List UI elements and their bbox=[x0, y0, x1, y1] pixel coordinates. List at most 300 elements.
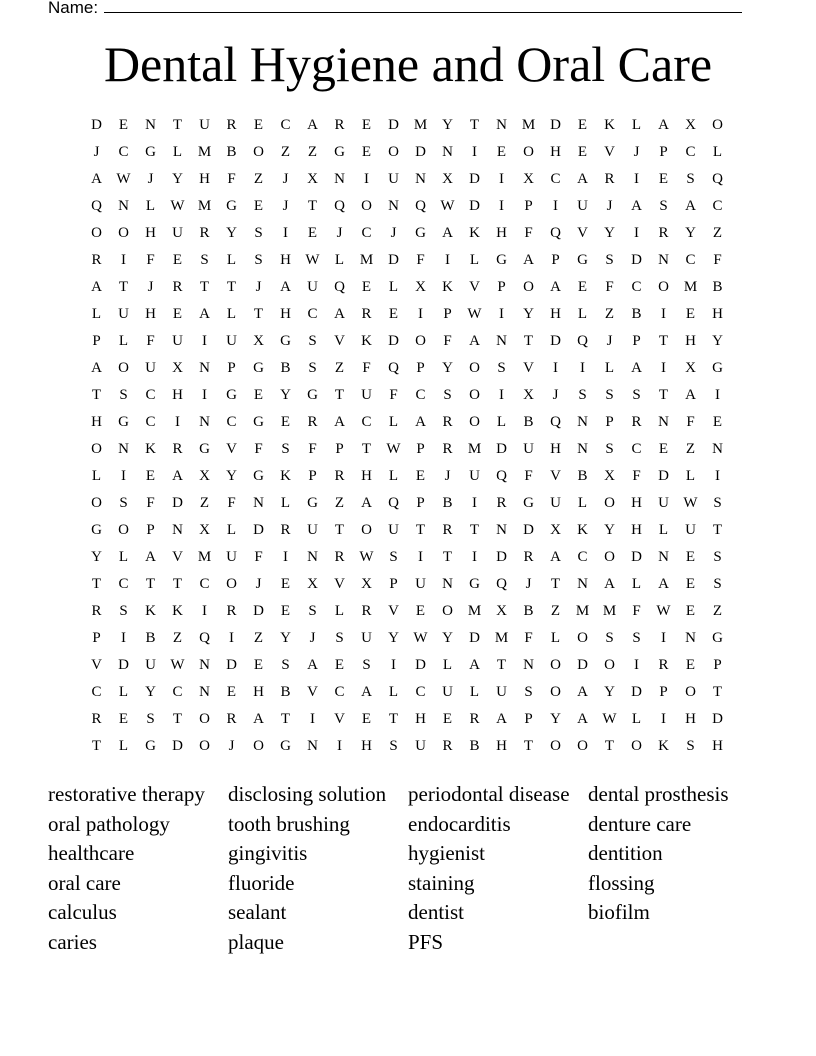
grid-letter: E bbox=[226, 684, 237, 700]
grid-letter: R bbox=[226, 603, 237, 619]
grid-letter: A bbox=[253, 711, 264, 727]
grid-letter: N bbox=[388, 198, 399, 214]
grid-letter: Y bbox=[280, 387, 291, 403]
grid-letter: U bbox=[388, 522, 399, 538]
grid-letter: J bbox=[93, 144, 100, 160]
grid-letter: U bbox=[388, 171, 399, 187]
grid-letter: D bbox=[226, 657, 237, 673]
grid-letter: A bbox=[469, 657, 480, 673]
word-list-item: biofilm bbox=[588, 900, 650, 925]
grid-letter: A bbox=[172, 468, 183, 484]
grid-letter: D bbox=[253, 603, 264, 619]
grid-letter: G bbox=[469, 576, 480, 592]
grid-letter: D bbox=[118, 657, 129, 673]
grid-letter: A bbox=[280, 279, 291, 295]
grid-letter: G bbox=[577, 252, 588, 268]
grid-letter: I bbox=[661, 306, 666, 322]
grid-letter: H bbox=[631, 495, 642, 511]
grid-letter: I bbox=[229, 630, 234, 646]
grid-letter: L bbox=[280, 495, 291, 511]
grid-letter: D bbox=[388, 117, 399, 133]
grid-letter: R bbox=[91, 252, 102, 268]
grid-letter: X bbox=[685, 360, 696, 376]
grid-letter: S bbox=[389, 738, 398, 754]
grid-letter: E bbox=[685, 306, 696, 322]
grid-letter: R bbox=[91, 711, 102, 727]
grid-letter: T bbox=[334, 387, 345, 403]
grid-letter: A bbox=[361, 495, 372, 511]
grid-letter: S bbox=[605, 387, 614, 403]
grid-letter: P bbox=[416, 441, 425, 457]
grid-letter: N bbox=[118, 441, 129, 457]
grid-letter: R bbox=[604, 171, 615, 187]
grid-letter: P bbox=[659, 144, 668, 160]
grid-letter: W bbox=[413, 630, 428, 646]
grid-letter: G bbox=[145, 738, 156, 754]
grid-letter: H bbox=[253, 684, 264, 700]
grid-letter: R bbox=[91, 603, 102, 619]
grid-letter: E bbox=[577, 117, 588, 133]
grid-letter: W bbox=[602, 711, 617, 727]
grid-letter: Z bbox=[334, 360, 345, 376]
grid-letter: C bbox=[685, 252, 696, 268]
grid-letter: D bbox=[388, 252, 399, 268]
word-list-item: oral pathology bbox=[48, 811, 170, 836]
grid-letter: P bbox=[335, 441, 344, 457]
grid-letter: S bbox=[497, 360, 506, 376]
grid-letter: H bbox=[361, 468, 372, 484]
grid-letter: J bbox=[633, 144, 640, 160]
grid-letter: G bbox=[523, 495, 534, 511]
grid-letter: L bbox=[685, 468, 696, 484]
grid-letter: I bbox=[499, 387, 504, 403]
grid-letter: H bbox=[172, 387, 183, 403]
grid-letter: R bbox=[496, 495, 507, 511]
grid-letter: K bbox=[172, 603, 183, 619]
grid-letter: H bbox=[280, 306, 291, 322]
grid-letter: I bbox=[472, 144, 477, 160]
grid-letter: L bbox=[631, 576, 642, 592]
word-list-item: hygienist bbox=[408, 841, 485, 866]
grid-letter: N bbox=[118, 198, 129, 214]
grid-letter: Q bbox=[334, 198, 345, 214]
grid-letter: I bbox=[175, 414, 180, 430]
grid-letter: E bbox=[253, 387, 264, 403]
grid-letter: L bbox=[91, 306, 102, 322]
grid-letter: Z bbox=[172, 630, 183, 646]
name-label: Name: bbox=[48, 0, 99, 17]
grid-letter: S bbox=[605, 630, 614, 646]
grid-letter: O bbox=[469, 414, 480, 430]
grid-letter: X bbox=[415, 279, 426, 295]
grid-letter: U bbox=[496, 684, 507, 700]
word-list-item: dental prosthesis bbox=[588, 782, 729, 806]
grid-letter: T bbox=[415, 522, 426, 538]
grid-letter: F bbox=[524, 468, 533, 484]
grid-letter: D bbox=[577, 657, 588, 673]
grid-letter: S bbox=[119, 495, 128, 511]
grid-letter: L bbox=[118, 549, 129, 565]
grid-letter: F bbox=[605, 279, 614, 295]
grid-letter: C bbox=[199, 576, 210, 592]
grid-letter: Q bbox=[550, 225, 561, 241]
grid-letter: C bbox=[91, 684, 102, 700]
grid-letter: F bbox=[146, 495, 155, 511]
grid-letter: N bbox=[496, 522, 507, 538]
grid-letter: L bbox=[172, 144, 183, 160]
grid-letter: P bbox=[524, 198, 533, 214]
grid-letter: D bbox=[469, 198, 480, 214]
grid-letter: E bbox=[172, 306, 183, 322]
grid-letter: G bbox=[226, 387, 237, 403]
grid-letter: T bbox=[334, 522, 345, 538]
grid-letter: I bbox=[283, 225, 288, 241]
grid-letter: S bbox=[686, 738, 695, 754]
grid-letter: T bbox=[712, 684, 723, 700]
grid-letter: Y bbox=[712, 333, 723, 349]
word-list-item: restorative therapy bbox=[48, 782, 205, 806]
grid-letter: Y bbox=[145, 684, 156, 700]
grid-letter: F bbox=[146, 333, 155, 349]
grid-letter: Y bbox=[226, 225, 237, 241]
grid-letter: Y bbox=[91, 549, 102, 565]
grid-letter: I bbox=[364, 171, 369, 187]
grid-letter: A bbox=[91, 279, 102, 295]
grid-letter: P bbox=[92, 333, 101, 349]
grid-letter: C bbox=[145, 414, 156, 430]
grid-letter: A bbox=[442, 225, 453, 241]
grid-letter: A bbox=[415, 414, 426, 430]
grid-letter: D bbox=[172, 495, 183, 511]
name-underline bbox=[104, 0, 742, 13]
grid-letter: U bbox=[361, 630, 372, 646]
grid-letter: B bbox=[280, 360, 291, 376]
grid-letter: T bbox=[442, 549, 453, 565]
grid-letter: C bbox=[685, 144, 696, 160]
grid-letter: S bbox=[605, 441, 614, 457]
grid-letter: V bbox=[577, 225, 588, 241]
grid-letter: T bbox=[199, 279, 210, 295]
grid-letter: E bbox=[685, 549, 696, 565]
grid-letter: Y bbox=[523, 306, 534, 322]
grid-letter: Y bbox=[442, 117, 453, 133]
grid-letter: E bbox=[307, 225, 318, 241]
grid-letter: R bbox=[172, 441, 183, 457]
grid-letter: C bbox=[307, 306, 318, 322]
grid-letter: U bbox=[442, 684, 453, 700]
grid-letter: N bbox=[496, 117, 507, 133]
grid-letter: R bbox=[307, 414, 318, 430]
grid-letter: L bbox=[577, 495, 588, 511]
grid-letter: L bbox=[226, 252, 237, 268]
grid-letter: G bbox=[307, 495, 318, 511]
grid-letter: Q bbox=[415, 198, 426, 214]
grid-letter: E bbox=[361, 117, 372, 133]
grid-letter: O bbox=[415, 333, 426, 349]
grid-letter: E bbox=[118, 711, 129, 727]
grid-letter: L bbox=[145, 198, 156, 214]
grid-letter: F bbox=[389, 387, 398, 403]
grid-letter: H bbox=[712, 738, 723, 754]
word-list-item: PFS bbox=[408, 929, 444, 954]
grid-letter: T bbox=[496, 657, 507, 673]
grid-letter: F bbox=[227, 171, 236, 187]
grid-letter: I bbox=[634, 171, 639, 187]
grid-letter: G bbox=[415, 225, 426, 241]
grid-letter: L bbox=[577, 306, 588, 322]
grid-letter: E bbox=[280, 603, 291, 619]
grid-letter: N bbox=[685, 630, 696, 646]
grid-letter: N bbox=[145, 117, 156, 133]
grid-letter: A bbox=[685, 387, 696, 403]
grid-letter: C bbox=[631, 279, 642, 295]
grid-letter: I bbox=[499, 198, 504, 214]
grid-letter: X bbox=[604, 468, 615, 484]
grid-letter: E bbox=[577, 144, 588, 160]
grid-letter: T bbox=[118, 279, 129, 295]
grid-letter: T bbox=[172, 576, 183, 592]
grid-letter: L bbox=[118, 738, 129, 754]
grid-letter: A bbox=[91, 171, 102, 187]
grid-letter: Q bbox=[577, 333, 588, 349]
grid-letter: F bbox=[713, 252, 722, 268]
grid-letter: J bbox=[228, 738, 235, 754]
grid-letter: V bbox=[550, 468, 561, 484]
grid-letter: O bbox=[577, 630, 588, 646]
grid-letter: S bbox=[119, 603, 128, 619]
grid-letter: G bbox=[496, 252, 507, 268]
grid-letter: C bbox=[361, 225, 372, 241]
grid-letter: T bbox=[523, 738, 534, 754]
grid-letter: E bbox=[658, 171, 669, 187]
grid-letter: H bbox=[415, 711, 426, 727]
grid-letter: E bbox=[361, 144, 372, 160]
grid-letter: L bbox=[469, 684, 480, 700]
grid-letter: I bbox=[661, 630, 666, 646]
grid-letter: T bbox=[91, 576, 102, 592]
grid-letter: G bbox=[253, 468, 264, 484]
grid-letter: A bbox=[361, 684, 372, 700]
grid-letter: E bbox=[415, 603, 426, 619]
grid-letter: A bbox=[496, 711, 507, 727]
grid-letter: Q bbox=[199, 630, 210, 646]
grid-letter: P bbox=[497, 279, 506, 295]
grid-letter: R bbox=[334, 117, 345, 133]
grid-letter: N bbox=[442, 576, 453, 592]
grid-letter: V bbox=[388, 603, 399, 619]
grid-letter: D bbox=[631, 252, 642, 268]
grid-letter: A bbox=[469, 333, 480, 349]
grid-letter: J bbox=[525, 576, 532, 592]
grid-letter: G bbox=[280, 333, 291, 349]
grid-letter: V bbox=[334, 576, 345, 592]
grid-letter: C bbox=[118, 576, 129, 592]
grid-letter: U bbox=[415, 576, 426, 592]
word-list-item: caries bbox=[48, 929, 97, 954]
grid-letter: P bbox=[443, 306, 452, 322]
grid-letter: L bbox=[91, 468, 102, 484]
grid-letter: O bbox=[442, 603, 453, 619]
grid-letter: T bbox=[469, 117, 480, 133]
grid-letter: R bbox=[199, 225, 210, 241]
grid-letter: I bbox=[634, 657, 639, 673]
grid-letter: I bbox=[121, 252, 126, 268]
word-list-item: dentist bbox=[408, 900, 464, 925]
grid-letter: E bbox=[658, 441, 669, 457]
grid-letter: G bbox=[280, 738, 291, 754]
grid-letter: G bbox=[712, 630, 723, 646]
grid-letter: H bbox=[685, 711, 696, 727]
grid-letter: O bbox=[361, 522, 372, 538]
grid-letter: O bbox=[199, 711, 210, 727]
grid-letter: K bbox=[361, 333, 372, 349]
grid-letter: J bbox=[282, 198, 289, 214]
grid-letter: G bbox=[199, 441, 210, 457]
grid-letter: C bbox=[226, 414, 237, 430]
grid-letter: L bbox=[388, 684, 399, 700]
grid-letter: D bbox=[550, 117, 561, 133]
grid-letter: O bbox=[631, 738, 642, 754]
grid-letter: S bbox=[308, 603, 317, 619]
grid-letter: I bbox=[715, 387, 720, 403]
grid-letter: W bbox=[305, 252, 320, 268]
grid-letter: A bbox=[307, 117, 318, 133]
grid-letter: W bbox=[440, 198, 455, 214]
grid-letter: S bbox=[713, 576, 722, 592]
grid-letter: L bbox=[388, 414, 399, 430]
grid-letter: P bbox=[308, 468, 317, 484]
grid-letter: J bbox=[390, 225, 397, 241]
grid-letter: A bbox=[577, 171, 588, 187]
grid-letter: E bbox=[496, 144, 507, 160]
grid-letter: F bbox=[524, 225, 533, 241]
grid-letter: W bbox=[116, 171, 131, 187]
grid-letter: T bbox=[307, 198, 318, 214]
grid-letter: I bbox=[202, 387, 207, 403]
grid-letter: E bbox=[253, 198, 264, 214]
grid-letter: B bbox=[577, 468, 588, 484]
grid-letter: K bbox=[577, 522, 588, 538]
grid-letter: I bbox=[580, 360, 585, 376]
grid-letter: S bbox=[686, 171, 695, 187]
grid-letter: L bbox=[469, 252, 480, 268]
grid-letter: W bbox=[656, 603, 671, 619]
grid-letter: K bbox=[604, 117, 615, 133]
grid-letter: A bbox=[307, 657, 318, 673]
grid-letter: I bbox=[391, 657, 396, 673]
grid-letter: V bbox=[172, 549, 183, 565]
grid-letter: V bbox=[334, 333, 345, 349]
grid-letter: E bbox=[712, 414, 723, 430]
grid-letter: U bbox=[523, 441, 534, 457]
grid-letter: L bbox=[388, 468, 399, 484]
grid-letter: L bbox=[118, 684, 129, 700]
grid-letter: U bbox=[307, 279, 318, 295]
grid-letter: N bbox=[658, 414, 669, 430]
grid-letter: H bbox=[496, 738, 507, 754]
grid-letter: I bbox=[472, 495, 477, 511]
grid-letter: L bbox=[118, 333, 129, 349]
grid-letter: N bbox=[658, 252, 669, 268]
grid-letter: A bbox=[604, 576, 615, 592]
grid-letter: Y bbox=[604, 684, 615, 700]
grid-letter: X bbox=[496, 603, 507, 619]
grid-letter: Q bbox=[388, 360, 399, 376]
grid-letter: U bbox=[685, 522, 696, 538]
grid-letter: Y bbox=[172, 171, 183, 187]
grid-letter: Q bbox=[550, 414, 561, 430]
grid-letter: F bbox=[254, 441, 263, 457]
grid-letter: Q bbox=[91, 198, 102, 214]
grid-letter: V bbox=[226, 441, 237, 457]
grid-letter: D bbox=[415, 657, 426, 673]
grid-letter: U bbox=[415, 738, 426, 754]
grid-letter: C bbox=[550, 171, 561, 187]
grid-letter: I bbox=[634, 225, 639, 241]
grid-letter: J bbox=[444, 468, 451, 484]
grid-letter: N bbox=[496, 333, 507, 349]
grid-letter: U bbox=[226, 333, 237, 349]
grid-letter: O bbox=[91, 441, 102, 457]
grid-letter: O bbox=[253, 738, 264, 754]
grid-letter: A bbox=[91, 360, 102, 376]
grid-letter: T bbox=[91, 738, 102, 754]
grid-letter: R bbox=[469, 711, 480, 727]
grid-letter: K bbox=[280, 468, 291, 484]
grid-letter: W bbox=[386, 441, 401, 457]
grid-letter: A bbox=[631, 360, 642, 376]
grid-letter: S bbox=[335, 630, 344, 646]
grid-letter: R bbox=[523, 549, 534, 565]
grid-letter: F bbox=[443, 333, 452, 349]
grid-letter: N bbox=[577, 576, 588, 592]
grid-letter: T bbox=[226, 279, 237, 295]
grid-letter: W bbox=[683, 495, 698, 511]
grid-letter: J bbox=[255, 279, 262, 295]
grid-letter: P bbox=[146, 522, 155, 538]
grid-letter: M bbox=[359, 252, 374, 268]
grid-letter: V bbox=[91, 657, 102, 673]
grid-letter: E bbox=[118, 117, 129, 133]
grid-letter: C bbox=[415, 387, 426, 403]
grid-letter: I bbox=[499, 306, 504, 322]
grid-letter: I bbox=[310, 711, 315, 727]
grid-letter: Y bbox=[685, 225, 696, 241]
grid-letter: A bbox=[550, 549, 561, 565]
grid-letter: Z bbox=[604, 306, 615, 322]
grid-letter: M bbox=[197, 144, 212, 160]
grid-letter: N bbox=[577, 441, 588, 457]
grid-letter: N bbox=[199, 360, 210, 376]
grid-letter: X bbox=[523, 387, 534, 403]
grid-letter: D bbox=[496, 441, 507, 457]
grid-letter: U bbox=[469, 468, 480, 484]
grid-letter: N bbox=[307, 549, 318, 565]
grid-letter: E bbox=[685, 603, 696, 619]
grid-letter: U bbox=[199, 117, 210, 133]
grid-letter: H bbox=[550, 306, 561, 322]
grid-letter: F bbox=[524, 630, 533, 646]
grid-letter: J bbox=[282, 171, 289, 187]
grid-letter: I bbox=[472, 549, 477, 565]
letter-grid bbox=[83, 112, 731, 760]
grid-letter: J bbox=[606, 333, 613, 349]
grid-letter: S bbox=[713, 495, 722, 511]
grid-letter: X bbox=[361, 576, 372, 592]
word-list-item: endocarditis bbox=[408, 811, 511, 836]
grid-letter: H bbox=[91, 414, 102, 430]
grid-letter: A bbox=[577, 684, 588, 700]
